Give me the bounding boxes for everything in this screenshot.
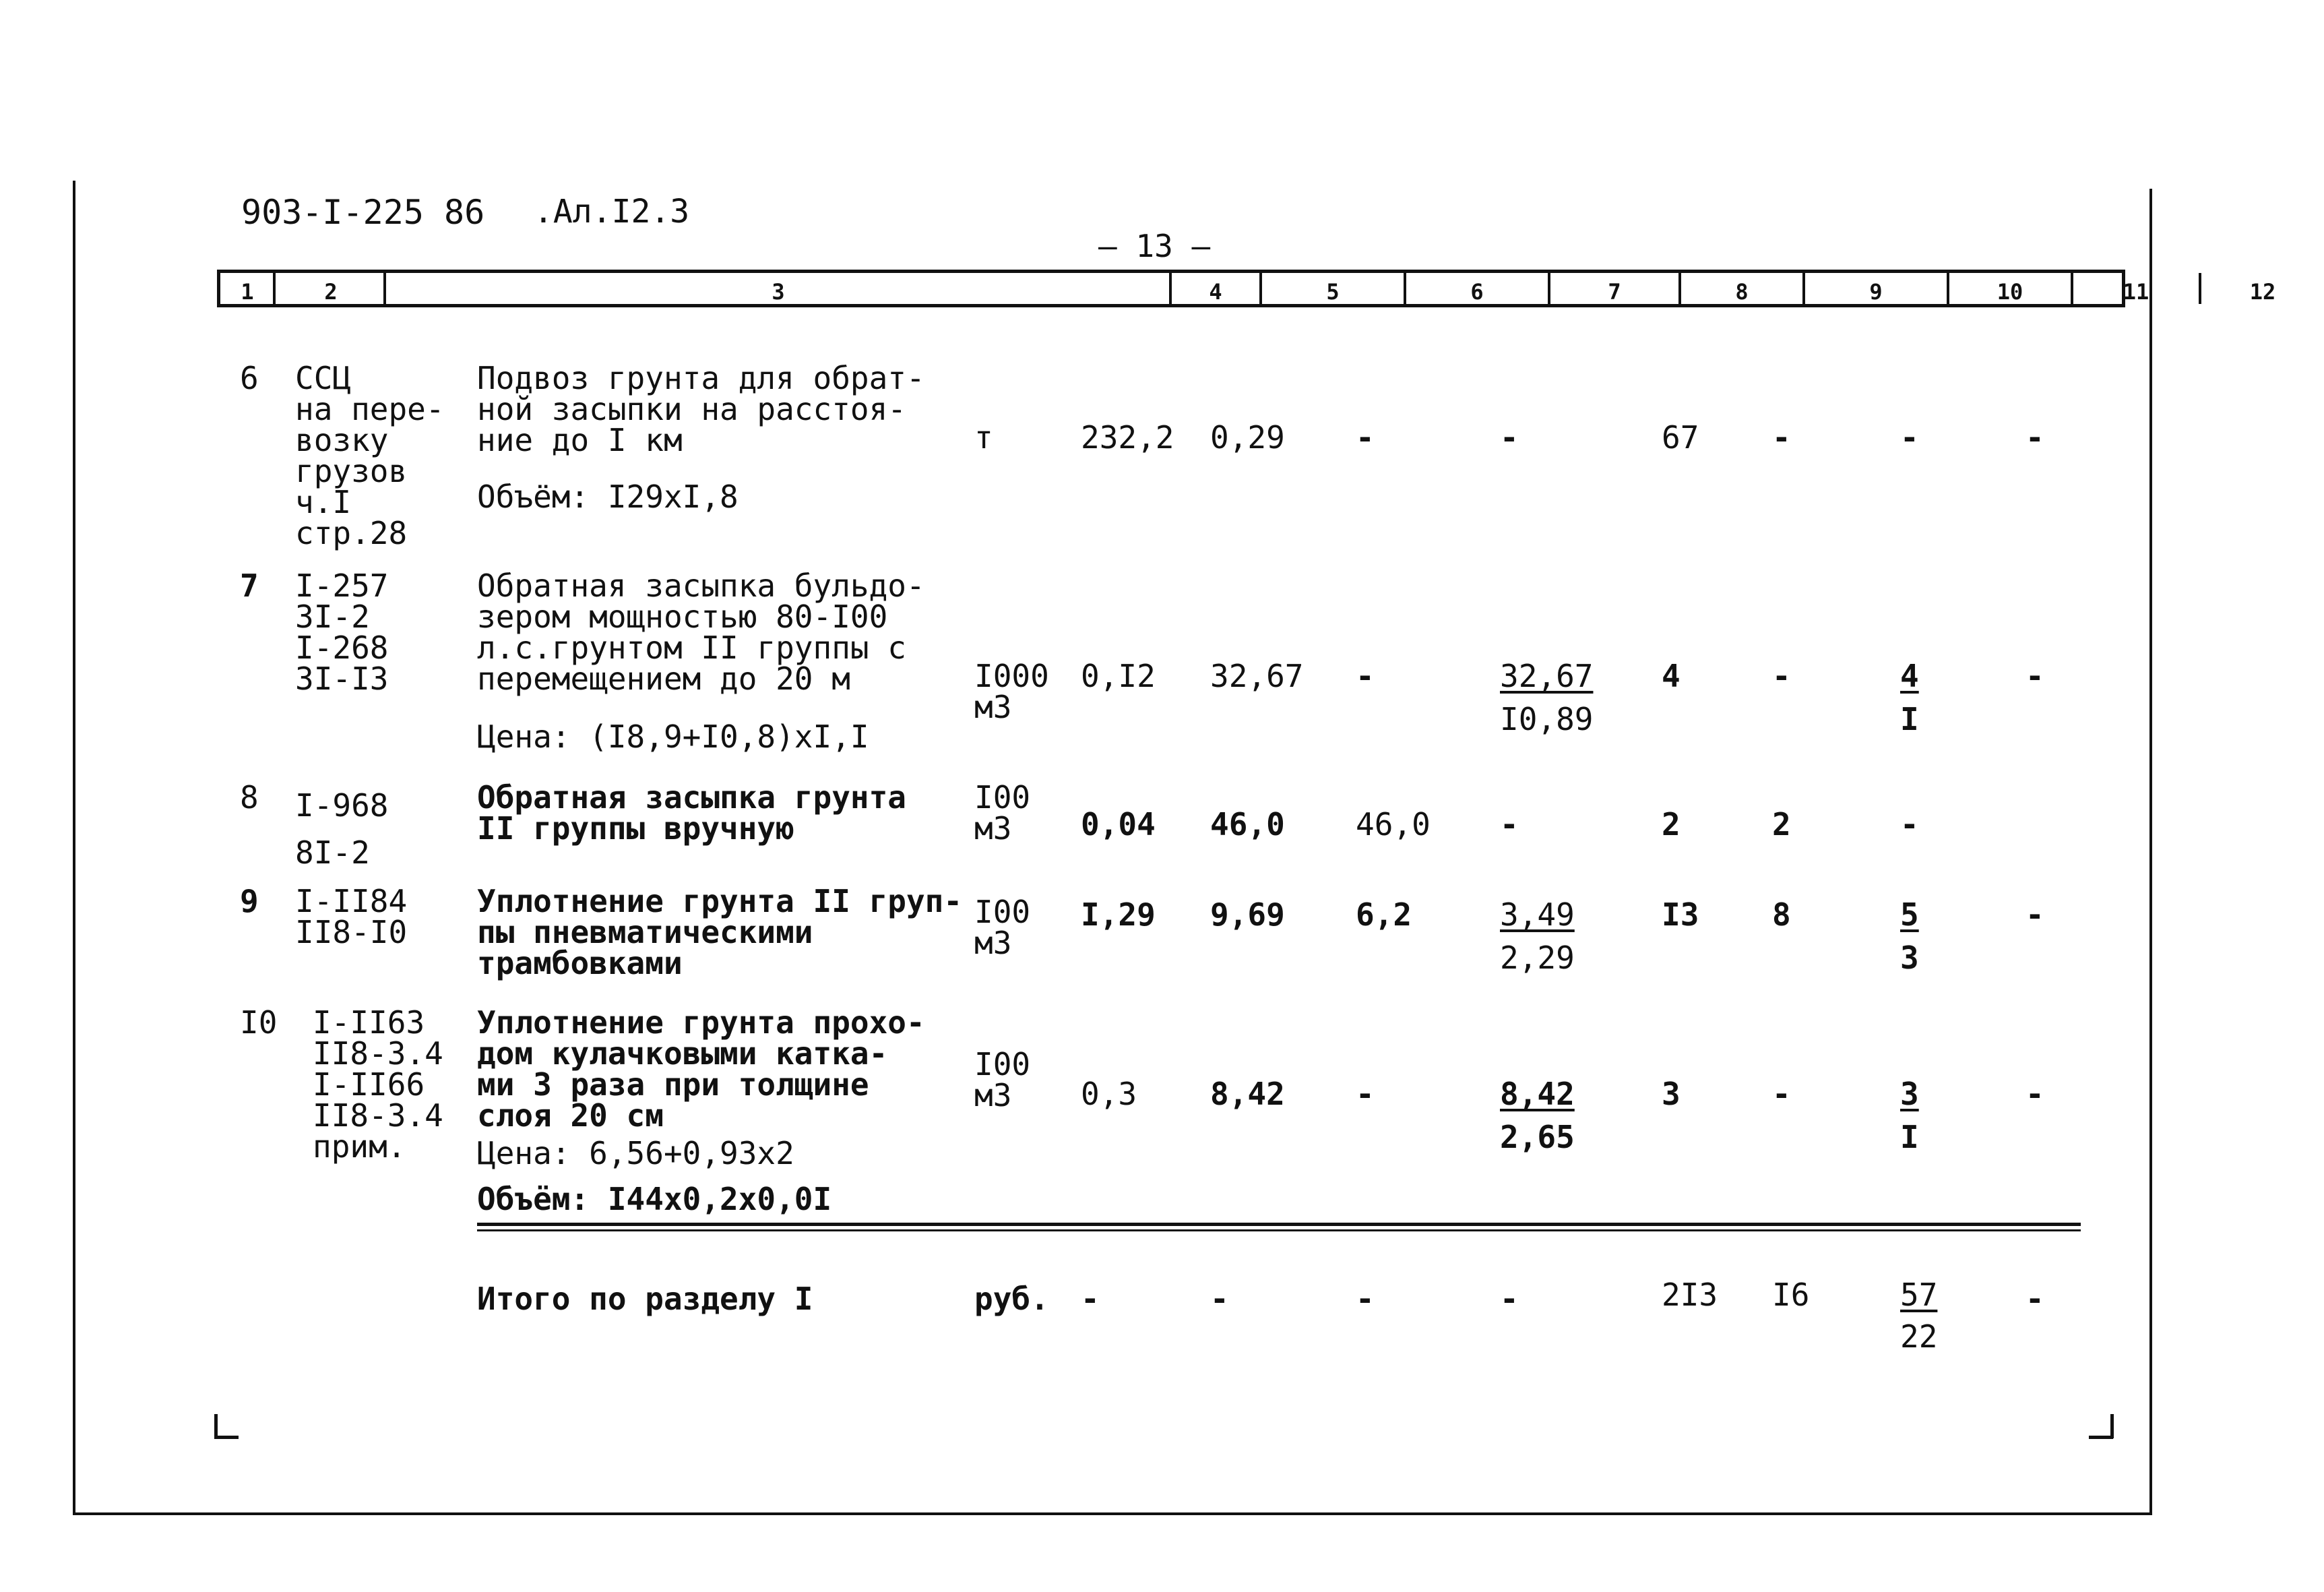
row-c10: 8 bbox=[1772, 896, 1791, 933]
col-num-8: 8 bbox=[1735, 279, 1749, 305]
total-c11-top: 57 bbox=[1900, 1277, 1938, 1313]
frame-right-line bbox=[2149, 189, 2152, 1515]
frame-bottom-line bbox=[73, 1512, 2152, 1515]
row-c10: - bbox=[1772, 1076, 1791, 1112]
total-separator-2 bbox=[477, 1229, 2081, 1231]
row-number: 8 bbox=[240, 779, 259, 816]
row-note-2: Объём: I44x0,2x0,0I bbox=[477, 1181, 832, 1217]
col-divider bbox=[1548, 273, 1550, 304]
column-number-strip bbox=[217, 270, 2276, 307]
row-unit: I00 м3 bbox=[974, 779, 1031, 847]
row-code: I-968 8I-2 bbox=[295, 787, 389, 871]
row-c6: 32,67 bbox=[1210, 658, 1304, 694]
row-c11-bottom: I bbox=[1900, 1119, 1919, 1155]
row-c11-bottom: I bbox=[1900, 701, 1919, 737]
row-c7: - bbox=[1356, 1076, 1375, 1112]
row-c5: 0,04 bbox=[1081, 806, 1156, 843]
row-c6: 8,42 bbox=[1210, 1076, 1285, 1112]
row-c11-bottom: 3 bbox=[1900, 940, 1919, 976]
corner-mark-left-h bbox=[214, 1436, 239, 1439]
frame-left-line bbox=[73, 181, 75, 1515]
row-c12: - bbox=[2025, 1076, 2044, 1112]
row-c6: 0,29 bbox=[1210, 419, 1285, 456]
row-description: Обратная засыпка бульдо- зером мощностью 80-I00 л.с.грунтом II группы с перемещением до 20 м bbox=[477, 568, 925, 697]
row-c11-top: 3 bbox=[1900, 1076, 1919, 1112]
row-c7: - bbox=[1356, 658, 1375, 694]
row-c6: 9,69 bbox=[1210, 896, 1285, 933]
col-divider bbox=[383, 273, 386, 304]
row-note: Цена: (I8,9+I0,8)xI,I bbox=[477, 718, 869, 755]
row-c9: 4 bbox=[1662, 658, 1681, 694]
col-num-12: 12 bbox=[2249, 279, 2276, 305]
col-num-7: 7 bbox=[1608, 279, 1621, 305]
corner-mark-left bbox=[214, 1414, 218, 1438]
col-num-6: 6 bbox=[1470, 279, 1484, 305]
col-divider bbox=[1259, 273, 1262, 304]
row-c7: - bbox=[1356, 419, 1375, 456]
row-c10: - bbox=[1772, 658, 1791, 694]
row-description: Подвоз грунта для обрат- ной засыпки на расстоя- ние до I км bbox=[477, 360, 925, 458]
corner-mark-right bbox=[2110, 1414, 2114, 1438]
row-c9: I3 bbox=[1662, 896, 1699, 933]
col-num-10: 10 bbox=[1997, 279, 2023, 305]
row-code: I-257 3I-2 I-268 3I-I3 bbox=[295, 568, 389, 697]
col-divider bbox=[1947, 273, 1949, 304]
row-c9: 3 bbox=[1662, 1076, 1681, 1112]
col-divider bbox=[2199, 273, 2201, 304]
doc-code: 903-I-225 86 bbox=[241, 193, 485, 232]
row-c10: 2 bbox=[1772, 806, 1791, 843]
total-unit: руб. bbox=[974, 1281, 1049, 1317]
row-c7: 6,2 bbox=[1356, 896, 1412, 933]
row-c8-bottom: 2,29 bbox=[1500, 940, 1575, 976]
col-num-5: 5 bbox=[1326, 279, 1340, 305]
row-c8-bottom: 2,65 bbox=[1500, 1119, 1575, 1155]
row-c6: 46,0 bbox=[1210, 806, 1285, 843]
row-c10: - bbox=[1772, 419, 1791, 456]
row-unit: т bbox=[974, 419, 993, 456]
row-c8-top: 3,49 bbox=[1500, 896, 1575, 933]
row-c12: - bbox=[2025, 658, 2044, 694]
col-num-3: 3 bbox=[772, 279, 785, 305]
row-description: Уплотнение грунта II груп- пы пневматическими трамбовками bbox=[477, 883, 963, 981]
row-c11-top: 4 bbox=[1900, 658, 1919, 694]
total-c9: 2I3 bbox=[1662, 1277, 1718, 1313]
row-code: I-II63 II8-3.4 I-II66 II8-3.4 прим. bbox=[313, 1004, 443, 1165]
row-c8-bottom: I0,89 bbox=[1500, 701, 1594, 737]
row-note: Объём: I29xI,8 bbox=[477, 479, 739, 515]
col-divider bbox=[2071, 273, 2073, 304]
row-c9: 2 bbox=[1662, 806, 1681, 843]
row-description: Уплотнение грунта прохо- дом кулачковыми катка- ми 3 раза при толщине слоя 20 см bbox=[477, 1004, 925, 1134]
row-description: Обратная засыпка грунта II группы вручную bbox=[477, 779, 906, 847]
total-c6: - bbox=[1210, 1281, 1229, 1317]
row-number: 6 bbox=[240, 360, 259, 396]
col-divider bbox=[273, 273, 276, 304]
row-unit: I000 м3 bbox=[974, 658, 1049, 725]
row-c12: - bbox=[2025, 896, 2044, 933]
row-c9: 67 bbox=[1662, 419, 1699, 456]
row-number: I0 bbox=[240, 1004, 278, 1041]
row-c5: 232,2 bbox=[1081, 419, 1174, 456]
col-num-11: 11 bbox=[2123, 279, 2149, 305]
corner-mark-right-h bbox=[2089, 1436, 2113, 1439]
row-unit: I00 м3 bbox=[974, 894, 1031, 961]
row-c5: 0,3 bbox=[1081, 1076, 1137, 1112]
total-label: Итого по разделу I bbox=[477, 1281, 813, 1317]
row-c11-top: 5 bbox=[1900, 896, 1919, 933]
total-c5: - bbox=[1081, 1281, 1100, 1317]
sheet-ref: .Ал.I2.3 bbox=[534, 193, 690, 231]
total-c12: - bbox=[2025, 1281, 2044, 1317]
row-c5: I,29 bbox=[1081, 896, 1156, 933]
row-c8-top: - bbox=[1500, 806, 1519, 843]
row-unit: I00 м3 bbox=[974, 1046, 1031, 1113]
row-c8-top: - bbox=[1500, 419, 1519, 456]
total-separator bbox=[477, 1223, 2081, 1226]
col-num-4: 4 bbox=[1209, 279, 1222, 305]
row-number: 9 bbox=[240, 883, 259, 919]
row-c8-top: 8,42 bbox=[1500, 1076, 1575, 1112]
total-c7: - bbox=[1356, 1281, 1375, 1317]
row-number: 7 bbox=[240, 568, 259, 604]
col-num-9: 9 bbox=[1869, 279, 1883, 305]
col-divider bbox=[1404, 273, 1406, 304]
row-c11-top: - bbox=[1900, 806, 1919, 843]
row-c11-top: - bbox=[1900, 419, 1919, 456]
row-c5: 0,I2 bbox=[1081, 658, 1156, 694]
page-number: — 13 — bbox=[1098, 228, 1211, 264]
total-c10: I6 bbox=[1772, 1277, 1810, 1313]
col-divider bbox=[1802, 273, 1805, 304]
col-num-1: 1 bbox=[241, 279, 254, 305]
row-code: I-II84 II8-I0 bbox=[295, 883, 408, 950]
total-c8: - bbox=[1500, 1281, 1519, 1317]
total-c11-bottom: 22 bbox=[1900, 1318, 1938, 1355]
row-c7: 46,0 bbox=[1356, 806, 1431, 843]
row-code: ССЦ на пере- возку грузов ч.I стр.28 bbox=[295, 360, 445, 551]
row-note: Цена: 6,56+0,93x2 bbox=[477, 1135, 794, 1171]
col-num-2: 2 bbox=[324, 279, 338, 305]
row-c8-top: 32,67 bbox=[1500, 658, 1594, 694]
col-divider bbox=[1169, 273, 1172, 304]
col-divider bbox=[1678, 273, 1681, 304]
row-c12: - bbox=[2025, 419, 2044, 456]
